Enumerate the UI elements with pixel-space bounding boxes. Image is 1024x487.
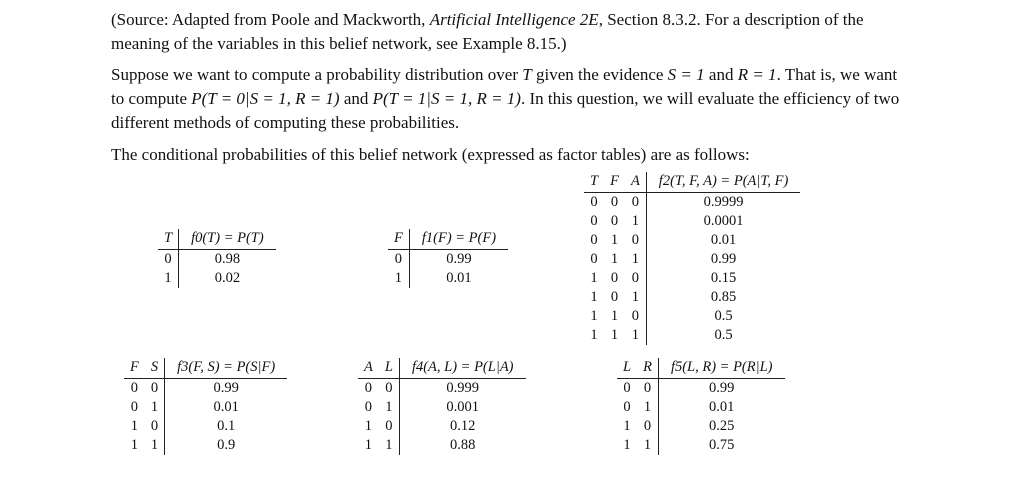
assignment-cell: 0	[623, 380, 631, 396]
assignment-cell: 1	[623, 437, 631, 453]
table-row	[584, 326, 800, 345]
table-row	[358, 379, 526, 399]
assignment-cell: 1	[130, 437, 139, 453]
assignment-cell: 0	[610, 289, 619, 305]
column-header: A	[358, 358, 379, 379]
assignment-cell: 1	[610, 232, 619, 248]
probability-cell: 0.5	[646, 307, 800, 326]
table-row	[358, 436, 526, 455]
table-row	[124, 436, 287, 455]
assignment-cell: 0	[623, 399, 631, 415]
table-row	[388, 269, 508, 288]
probability-cell: 0.9999	[646, 193, 800, 213]
assignment-cell: 0	[394, 251, 403, 267]
probability-cell: 0.01	[646, 231, 800, 250]
column-header: F	[124, 358, 145, 379]
assignment-cell: 1	[364, 437, 373, 453]
assignment-cell: 0	[130, 399, 139, 415]
probability-cell: 0.99	[646, 250, 800, 269]
column-header: T	[584, 172, 604, 193]
factor-table-f0	[158, 229, 276, 288]
table-row	[388, 250, 508, 270]
assignment-cell: 0	[364, 380, 373, 396]
assignment-cell: 0	[631, 194, 639, 210]
probability-cell: 0.02	[179, 269, 276, 288]
table-header-row	[358, 358, 526, 379]
table-row	[124, 417, 287, 436]
factor-table-f2	[584, 172, 800, 345]
probability-cell: 0.01	[165, 398, 288, 417]
tables-intro: The conditional probabilities of this belief network (expressed as factor tables) are as follows:	[111, 145, 750, 164]
question-text: Suppose we want to compute a probability distribution over	[111, 65, 523, 84]
probability-cell: 0.01	[409, 269, 508, 288]
assignment-cell: 1	[631, 289, 639, 305]
table-row	[158, 269, 276, 288]
probability-cell: 0.88	[399, 436, 525, 455]
table-row	[584, 288, 800, 307]
column-header: T	[158, 229, 179, 250]
assignment-cell: 0	[631, 270, 639, 286]
table-row	[584, 307, 800, 326]
assignment-cell: 0	[643, 418, 652, 434]
assignment-cell: 0	[590, 232, 598, 248]
assignment-cell: 1	[164, 270, 172, 286]
column-header: S	[145, 358, 165, 379]
assignment-cell: 0	[643, 380, 652, 396]
table-row	[584, 269, 800, 288]
probability-cell: 0.1	[165, 417, 288, 436]
table-header-row	[388, 229, 508, 250]
table-header-row	[158, 229, 276, 250]
question-paragraph	[111, 63, 911, 135]
column-header: F	[604, 172, 625, 193]
assignment-cell: 0	[385, 380, 393, 396]
factor-table-f3	[124, 358, 287, 455]
probability-cell: 0.98	[179, 250, 276, 270]
assignment-cell: 1	[643, 437, 652, 453]
source-note	[111, 8, 911, 56]
factor-table-f1	[388, 229, 508, 288]
probability-cell: 0.99	[658, 379, 784, 399]
math-var-t: T	[522, 65, 532, 84]
question-text: . In this question, we will evaluate the efficiency of two different methods of computing these probabilities.	[111, 89, 900, 132]
table-row	[584, 212, 800, 231]
assignment-cell: 0	[130, 380, 139, 396]
source-text-end: , Section 8.3.2. For a description of the meaning of the variables in this belief network, see Example 8.15.)	[111, 10, 864, 53]
question-text: . That is, we want to compute	[111, 65, 898, 108]
assignment-cell: 1	[610, 327, 619, 343]
assignment-cell: 1	[385, 437, 393, 453]
assignment-cell: 0	[590, 251, 598, 267]
table-row	[584, 250, 800, 269]
assignment-cell: 1	[130, 418, 139, 434]
assignment-cell: 1	[590, 270, 598, 286]
probability-cell: 0.15	[646, 269, 800, 288]
table-row	[617, 417, 785, 436]
column-header: L	[617, 358, 637, 379]
assignment-cell: 1	[385, 399, 393, 415]
assignment-cell: 0	[590, 194, 598, 210]
column-header: F	[388, 229, 409, 250]
table-row	[158, 250, 276, 270]
assignment-cell: 1	[623, 418, 631, 434]
table-header-row	[584, 172, 800, 193]
question-text: and	[704, 65, 738, 84]
assignment-cell: 0	[610, 270, 619, 286]
factor-header: f1(F) = P(F)	[409, 229, 508, 250]
math-evidence-s: S = 1	[667, 65, 705, 84]
probability-cell: 0.01	[658, 398, 784, 417]
factor-header: f5(L, R) = P(R|L)	[658, 358, 784, 379]
table-row	[617, 436, 785, 455]
assignment-cell: 1	[394, 270, 403, 286]
probability-cell: 0.99	[409, 250, 508, 270]
assignment-cell: 0	[385, 418, 393, 434]
table-row	[617, 398, 785, 417]
factor-header: f2(T, F, A) = P(A|T, F)	[646, 172, 800, 193]
assignment-cell: 1	[150, 437, 159, 453]
column-header: R	[637, 358, 658, 379]
assignment-cell: 0	[150, 380, 159, 396]
table-header-row	[617, 358, 785, 379]
table-row	[584, 231, 800, 250]
table-row	[124, 398, 287, 417]
column-header: A	[625, 172, 646, 193]
table-header-row	[124, 358, 287, 379]
assignment-cell: 1	[364, 418, 373, 434]
factor-table-f4	[358, 358, 526, 455]
factor-header: f3(F, S) = P(S|F)	[165, 358, 288, 379]
assignment-cell: 1	[150, 399, 159, 415]
math-query-t0: P(T = 0|S = 1, R = 1)	[191, 89, 340, 108]
assignment-cell: 1	[590, 327, 598, 343]
column-header: L	[379, 358, 400, 379]
assignment-cell: 1	[643, 399, 652, 415]
question-text: given the evidence	[531, 65, 668, 84]
table-row	[358, 398, 526, 417]
probability-cell: 0.5	[646, 326, 800, 345]
probability-cell: 0.001	[399, 398, 525, 417]
probability-cell: 0.75	[658, 436, 784, 455]
assignment-cell: 0	[590, 213, 598, 229]
question-text: and	[339, 89, 373, 108]
probability-cell: 0.999	[399, 379, 525, 399]
assignment-cell: 0	[150, 418, 159, 434]
probability-cell: 0.25	[658, 417, 784, 436]
assignment-cell: 0	[631, 232, 639, 248]
assignment-cell: 1	[590, 289, 598, 305]
table-row	[358, 417, 526, 436]
source-text: (Source: Adapted from Poole and Mackworth,	[111, 10, 430, 29]
math-query-t1: P(T = 1|S = 1, R = 1)	[372, 89, 521, 108]
assignment-cell: 1	[631, 327, 639, 343]
factor-header: f4(A, L) = P(L|A)	[399, 358, 525, 379]
table-row	[584, 193, 800, 213]
probability-cell: 0.85	[646, 288, 800, 307]
assignment-cell: 0	[610, 213, 619, 229]
assignment-cell: 1	[610, 308, 619, 324]
probability-cell: 0.9	[165, 436, 288, 455]
assignment-cell: 1	[631, 251, 639, 267]
probability-cell: 0.12	[399, 417, 525, 436]
math-evidence-r: R = 1	[737, 65, 777, 84]
table-row	[124, 379, 287, 399]
table-row	[617, 379, 785, 399]
assignment-cell: 0	[164, 251, 172, 267]
assignment-cell: 1	[631, 213, 639, 229]
assignment-cell: 0	[610, 194, 619, 210]
factor-header: f0(T) = P(T)	[179, 229, 276, 250]
assignment-cell: 1	[590, 308, 598, 324]
assignment-cell: 1	[610, 251, 619, 267]
factor-table-f5	[617, 358, 785, 455]
probability-cell: 0.0001	[646, 212, 800, 231]
assignment-cell: 0	[631, 308, 639, 324]
probability-cell: 0.99	[165, 379, 288, 399]
assignment-cell: 0	[364, 399, 373, 415]
book-title: Artificial Intelligence 2E	[429, 10, 599, 29]
